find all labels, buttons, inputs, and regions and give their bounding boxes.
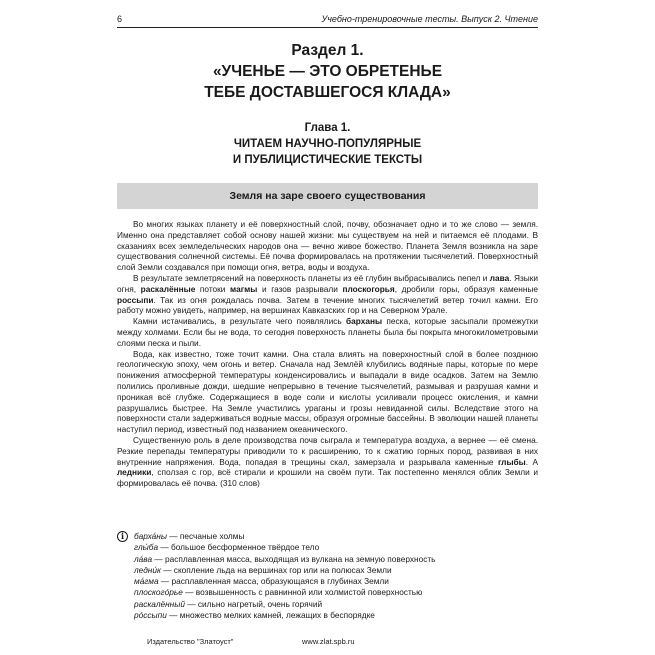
page-number: 6 [117,14,123,24]
glossary-definition: — множество мелких камней, лежащих в беспорядке [166,610,375,621]
glossary-term: ла́ва [134,553,153,564]
glossary [117,531,538,621]
book-title: Учебно-тренировочные тесты. Выпуск 2. Чтение [321,14,538,24]
glossary-item [134,599,538,610]
glossary-item [134,554,538,565]
glossary-item [134,565,538,576]
text-run: . Языки огня, [117,272,538,294]
running-header [117,13,538,27]
topic-title-bar [117,183,538,209]
text-run: В результате землетрясений на поверхность планеты из её глубин выбрасывались пепел и [133,272,490,283]
section-title-line-2: ТЕБЕ ДОСТАВШЕГОСЯ КЛАДА» [204,84,451,101]
glossary-definition: — сильно нагретый, очень горячий [184,598,323,609]
page-footer [117,637,538,649]
section-number: Раздел 1. [291,42,364,59]
key-term: ледники [117,467,152,478]
text-run: Во многих языках планету и её поверхностный слой, почву, обозначает одно и то же слово — земля. Именно она представляет собой основу нашей жизни: мы существуем на ней и питаемся её плодами. В сказаниях всех земледельческих народов она — вечно живое божество. Планета Земля возникла на заре существования солнечной системы. Её почва формировалась на протяжении тысячелетий. Поверхностный слой Земли создавался при помощи огня, ветра, воды и воздуха. [117,219,538,273]
glossary-term: барха́ны [134,531,167,541]
text-run: . Так из огня рождалась почва. Затем в течение многих тысячелетий ветер точил камни. Его работу можно увидеть, например, на вершинах Кавказских гор и на Северном Урале. [117,294,538,316]
paragraph [117,435,538,489]
key-term: глыбы [497,456,526,467]
chapter-heading [117,120,538,168]
glossary-definition: — расплавленная масса, выходящая из вулкана на земную поверхность [152,553,436,564]
chapter-title-line-2: И ПУБЛИЦИСТИЧЕСКИЕ ТЕКСТЫ [232,154,423,166]
reading-text [117,219,538,489]
text-run: Вода, как известно, тоже точит камни. Она стала влиять на поверхностный слой в более позднюю геологическую эпоху, чем огонь и ветер. Сначала над Землёй клубились водяные пары, которые по мере понижения атмосферной температуры конденсировались и выпадали в виде осадков. Затем на Землю полились проливные дожди, шедшие непрерывно в течение тысячелетий, размывая и разрушая камни и проникая всё глубже. Содержащиеся в воде соли и кислоты усиливали процесс окисления, и камни разрушались быстрее. На Земле участились ураганы и грозы невиданной силы. Вследствие этого на поверхности стали задерживаться водные массы, образуя огромные бассейны. В эволюции нашей планеты наступил период, известный под названием океанического. [117,348,538,435]
key-term: плоскогорья [342,283,395,294]
glossary-item [134,542,538,553]
glossary-term: рóссыпи [134,610,167,621]
glossary-definition: — большое бесформенное твёрдое тело [158,542,320,553]
key-term: лава [489,272,510,283]
chapter-title-line-1: ЧИТАЕМ НАУЧНО-ПОПУЛЯРНЫЕ [233,138,422,150]
text-run: Камни истачивались, в результате чего появлялись [133,316,347,327]
glossary-item [134,576,538,587]
glossary-term: плоскогóрье [134,587,183,598]
glossary-term: ледни́к [134,564,161,575]
header-rule [117,27,538,28]
text-run: песка, которые засыпали промежутки между холмами. Если бы не вода, то сегодня поверхность планеты была бы покрыта многокилометровыми слоями песка и пыли. [117,316,538,348]
glossary-definition: — расплавленная масса, образующаяся в глубинах Земли [158,576,389,587]
publisher-url: www.zlat.spb.ru [302,637,355,646]
text-run: . А [525,456,538,467]
glossary-term: ма́гма [134,576,159,587]
key-term: россыпи [117,294,154,305]
glossary-list [117,531,538,621]
key-term: барханы [346,316,383,327]
glossary-definition: — скопление льда на вершинах гор или на полюсах Земли [160,564,392,575]
key-term: магмы [230,283,258,294]
text-run: потоки [195,283,231,294]
glossary-item [134,610,538,621]
glossary-term: глы́ба [134,542,159,553]
glossary-item [134,531,538,542]
paragraph [117,219,538,273]
key-term: раскалённые [140,283,196,294]
glossary-term: раскалённый [134,598,185,609]
glossary-definition: — возвышенность с равнинной или холмистой поверхностью [182,587,423,598]
text-run: , дробили горы, образуя каменные [394,283,539,294]
paragraph [117,273,538,316]
glossary-item [134,587,538,598]
topic-title: Земля на заре своего существования [229,190,426,202]
publisher-name: Издательство "Златоуст" [147,637,234,646]
paragraph [117,349,538,435]
info-icon: i [117,531,128,542]
glossary-definition: — песчаные холмы [166,531,245,541]
paragraph [117,316,538,348]
section-title-line-1: «УЧЕНЬЕ — ЭТО ОБРЕТЕНЬЕ [212,63,443,80]
chapter-number: Глава 1. [304,122,351,134]
text-run: и газов разрывали [257,283,343,294]
text-run: , сползая с гор, всё стирали и крошили на своём пути. Так постепенно менялся облик Земли и формировалась её почва. (310 слов) [117,467,538,489]
section-heading [117,40,538,103]
text-run: Существенную роль в деле производства почв сыграла и температура воздуха, а вернее — её смена. Резкие перепады температуры приводили то к расширению, то к сжатию горных пород, развивая в них внутренние напряжения. Вода, попадая в трещины скал, замерзала и разрывала каменные [117,434,538,467]
